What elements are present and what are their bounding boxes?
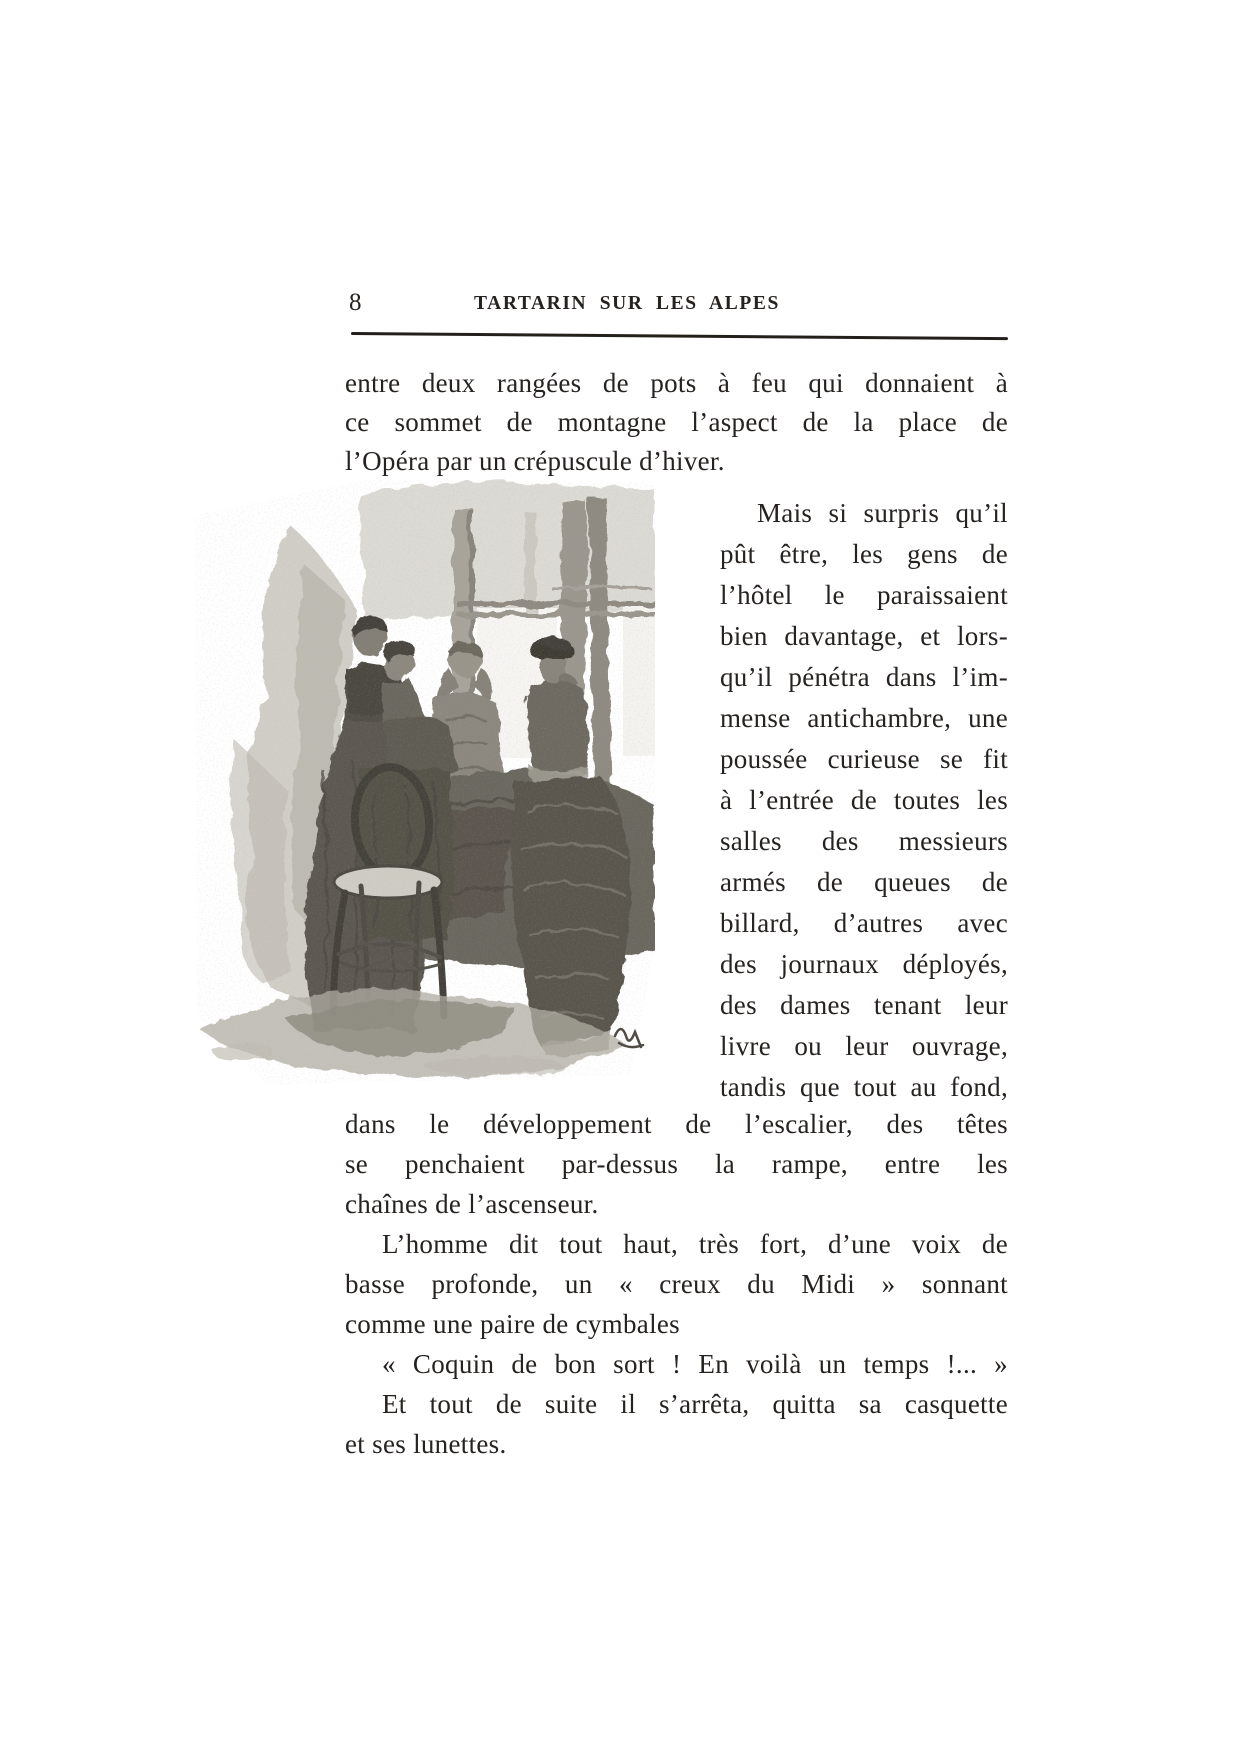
hotel-antechamber-illustration bbox=[195, 470, 655, 1090]
text-line: ce sommet de montagne l’aspect de la place de bbox=[345, 407, 1008, 437]
text-line: livre ou leur ouvrage, bbox=[720, 1031, 1008, 1061]
text-line: des journaux déployés, bbox=[720, 949, 1008, 979]
text-line: des dames tenant leur bbox=[720, 990, 1008, 1020]
text-line: basse profonde, un « creux du Midi » sonnant bbox=[345, 1269, 1008, 1299]
text-line: se penchaient par-dessus la rampe, entre les bbox=[345, 1149, 1008, 1179]
text-line: pût être, les gens de bbox=[720, 539, 1008, 569]
header-rule bbox=[351, 332, 1008, 340]
text-line: poussée curieuse se fit bbox=[720, 744, 1008, 774]
text-line: dans le développement de l’escalier, des têtes bbox=[345, 1109, 1008, 1139]
paragraph-top bbox=[345, 364, 1008, 481]
engraving-grain bbox=[195, 470, 655, 1090]
text-line: L’homme dit tout haut, très fort, d’une voix de bbox=[382, 1229, 1008, 1259]
paragraph-bottom bbox=[345, 1104, 1008, 1464]
text-line: l’Opéra par un crépuscule d’hiver. bbox=[345, 446, 725, 476]
text-line: qu’il pénétra dans l’im- bbox=[720, 662, 1008, 692]
text-line: bien davantage, et lors- bbox=[720, 621, 1008, 651]
text-line: tandis que tout au fond, bbox=[720, 1072, 1008, 1102]
text-line: et ses lunettes. bbox=[345, 1429, 507, 1459]
text-line: entre deux rangées de pots à feu qui donnaient à bbox=[345, 368, 1008, 398]
text-line: chaînes de l’ascenseur. bbox=[345, 1189, 599, 1219]
text-line: armés de queues de bbox=[720, 867, 1008, 897]
text-line: l’hôtel le paraissaient bbox=[720, 580, 1008, 610]
text-line: Mais si surpris qu’il bbox=[757, 498, 1008, 528]
text-line: mense antichambre, une bbox=[720, 703, 1008, 733]
text-line: à l’entrée de toutes les bbox=[720, 785, 1008, 815]
text-line: comme une paire de cymbales bbox=[345, 1309, 680, 1339]
text-line: billard, d’autres avec bbox=[720, 908, 1008, 938]
page-number: 8 bbox=[349, 289, 363, 316]
running-header-title: TARTARIN SUR LES ALPES bbox=[474, 293, 780, 314]
column-right bbox=[720, 493, 1008, 1108]
text-line: Et tout de suite il s’arrêta, quitta sa casquette bbox=[382, 1389, 1008, 1419]
text-line: « Coquin de bon sort ! En voilà un temps !... » bbox=[382, 1349, 1008, 1379]
text-line: salles des messieurs bbox=[720, 826, 1008, 856]
